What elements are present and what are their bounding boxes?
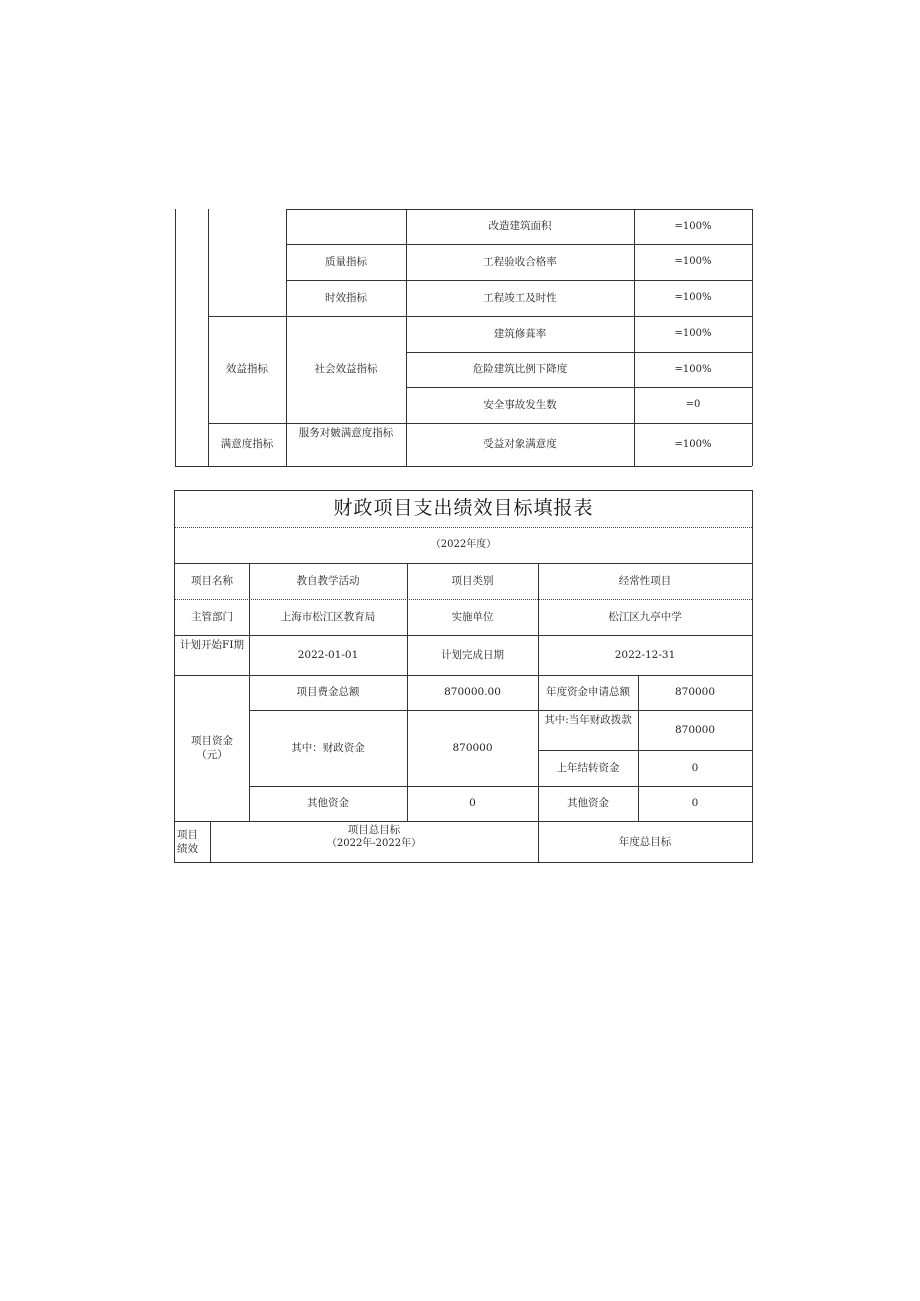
funds-label xyxy=(175,675,249,821)
category-satisfaction: 满意度指标 xyxy=(220,438,274,451)
item-value: =0 xyxy=(685,399,701,411)
item-value: =100% xyxy=(674,438,712,450)
indicator-label xyxy=(286,209,406,244)
item-label: 改造建筑面积 xyxy=(488,220,552,233)
performance-label xyxy=(175,821,210,863)
form-year: （2022年度） xyxy=(430,539,497,551)
annual-goal: 年度总目标 xyxy=(618,835,672,848)
item-label: 危险建筑比例下降度 xyxy=(472,363,568,376)
form-title: 财政项目支出绩效目标填报表 xyxy=(333,496,594,519)
end-date-value: 2022-12-31 xyxy=(614,648,676,661)
item-label: 安全事故发生数 xyxy=(483,398,557,411)
category-benefit: 效益指标 xyxy=(226,363,268,376)
project-name-label: 项目名称 xyxy=(191,574,233,587)
indicator-label: 时效指标 xyxy=(325,291,367,304)
performance-label-line1: 项目 xyxy=(177,828,198,841)
other-funds-label: 其他资金 xyxy=(307,797,349,810)
item-value: =100% xyxy=(674,292,712,304)
other-funds-value-2: 0 xyxy=(691,797,699,810)
funds-label-line1: 项目资金 xyxy=(191,734,233,747)
project-name-value: 教自教学活动 xyxy=(296,574,360,587)
item-value: =100% xyxy=(674,328,712,340)
annual-funds-label: 年度资金申请总额 xyxy=(546,686,630,699)
item-value: =100% xyxy=(674,220,712,232)
annual-funds-value: 870000 xyxy=(674,686,716,699)
carryover-value: 0 xyxy=(691,761,699,774)
indicator-label: 服务对皴满意度指标 xyxy=(298,427,394,439)
item-label: 建筑修葺率 xyxy=(493,327,547,340)
item-label: 工程验收合格率 xyxy=(483,255,557,268)
overall-goal xyxy=(210,821,538,863)
total-funds-label: 项目费金总额 xyxy=(296,686,360,699)
dept-label: 主管部门 xyxy=(191,610,233,623)
indicator-label: 质量指标 xyxy=(325,255,367,268)
item-label: 工程竣工及时性 xyxy=(483,291,557,304)
start-date-value: 2022-01-01 xyxy=(297,648,359,661)
overall-goal-title: 项目总目标 xyxy=(347,824,401,836)
overall-goal-period: （2022年-2022年） xyxy=(326,838,422,850)
current-alloc-label: 其中:当年财政拨款 xyxy=(544,714,632,726)
fiscal-funds-value: 870000 xyxy=(452,741,493,754)
item-value: =100% xyxy=(674,256,712,268)
funds-label-line2: （元） xyxy=(196,749,228,761)
item-label: 受益对象满意度 xyxy=(483,438,557,451)
project-type-value: 经常性项目 xyxy=(618,574,672,587)
other-funds-label-2: 其他资金 xyxy=(567,797,609,810)
sub-category-social: 社会效益指标 xyxy=(314,363,378,376)
carryover-label: 上年结转资金 xyxy=(556,761,620,774)
unit-value: 松江区九亭中学 xyxy=(608,610,682,623)
unit-label: 实施单位 xyxy=(451,610,494,623)
dept-value: 上海市松江区教育局 xyxy=(280,610,376,623)
total-funds-value: 870000.00 xyxy=(444,686,501,699)
start-date-label: 计划开始FI期 xyxy=(180,639,244,651)
other-funds-value: 0 xyxy=(469,797,476,810)
performance-label-line2: 绩效 xyxy=(177,843,198,855)
project-type-label: 项目类别 xyxy=(451,574,494,587)
item-value: =100% xyxy=(674,363,712,375)
current-alloc-value: 870000 xyxy=(674,723,716,736)
end-date-label: 计划完成日期 xyxy=(441,648,504,661)
fiscal-funds-label: 其中：财政资金 xyxy=(291,741,365,754)
